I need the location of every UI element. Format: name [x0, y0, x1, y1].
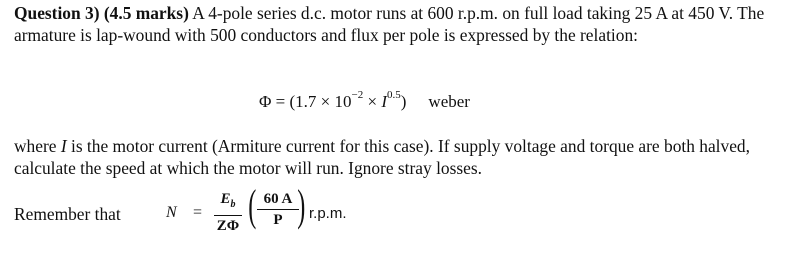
question-label: Question 3) (4.5 marks) — [14, 3, 189, 23]
flux-current-exponent: 0.5 — [387, 89, 401, 102]
formula-unit: r.p.m. — [309, 205, 347, 222]
right-paren: ) — [297, 181, 306, 230]
flux-current-var: I — [381, 92, 387, 111]
task-pre: where — [14, 136, 61, 156]
flux-exponent: −2 — [351, 89, 364, 102]
fraction-60a-over-p — [257, 190, 299, 229]
formula-equals: = — [193, 204, 203, 221]
left-paren: ( — [248, 181, 257, 230]
fraction-denominator: ZΦ — [216, 218, 240, 234]
flux-unit: weber — [428, 92, 470, 111]
speed-formula — [166, 181, 426, 240]
fraction-numerator: 60 A — [263, 191, 293, 207]
question-paragraph — [14, 3, 784, 46]
fraction-bar — [214, 215, 242, 216]
fraction-bar — [257, 209, 299, 210]
remember-label: Remember that — [14, 204, 121, 224]
task-paragraph — [14, 136, 784, 179]
flux-lhs: Φ = (1.7 × 10 — [259, 92, 352, 111]
emf-symbol: E — [220, 191, 231, 207]
formula-lhs: N — [166, 204, 177, 221]
task-current-var: I — [60, 136, 67, 156]
fraction-emf-over-flux — [214, 190, 242, 235]
question-intro: A 4-pole series d.c. motor runs at 600 r.p.m. on full load taking 25 A at 450 V. The armature is lap-wound with 500 conductors and flux per pole is expressed by the relation: — [14, 3, 765, 45]
flux-close-paren: ) — [400, 92, 407, 111]
flux-equation — [259, 89, 470, 112]
task-post: is the motor current (Armiture current for this case). If supply voltage and torque are both halved, calculate the speed at which the motor will run. Ignore stray losses. — [14, 136, 750, 178]
fraction-denominator: P — [273, 212, 283, 228]
emf-subscript: b — [230, 199, 236, 210]
fraction-numerator — [214, 190, 242, 214]
flux-times: × — [363, 92, 382, 111]
